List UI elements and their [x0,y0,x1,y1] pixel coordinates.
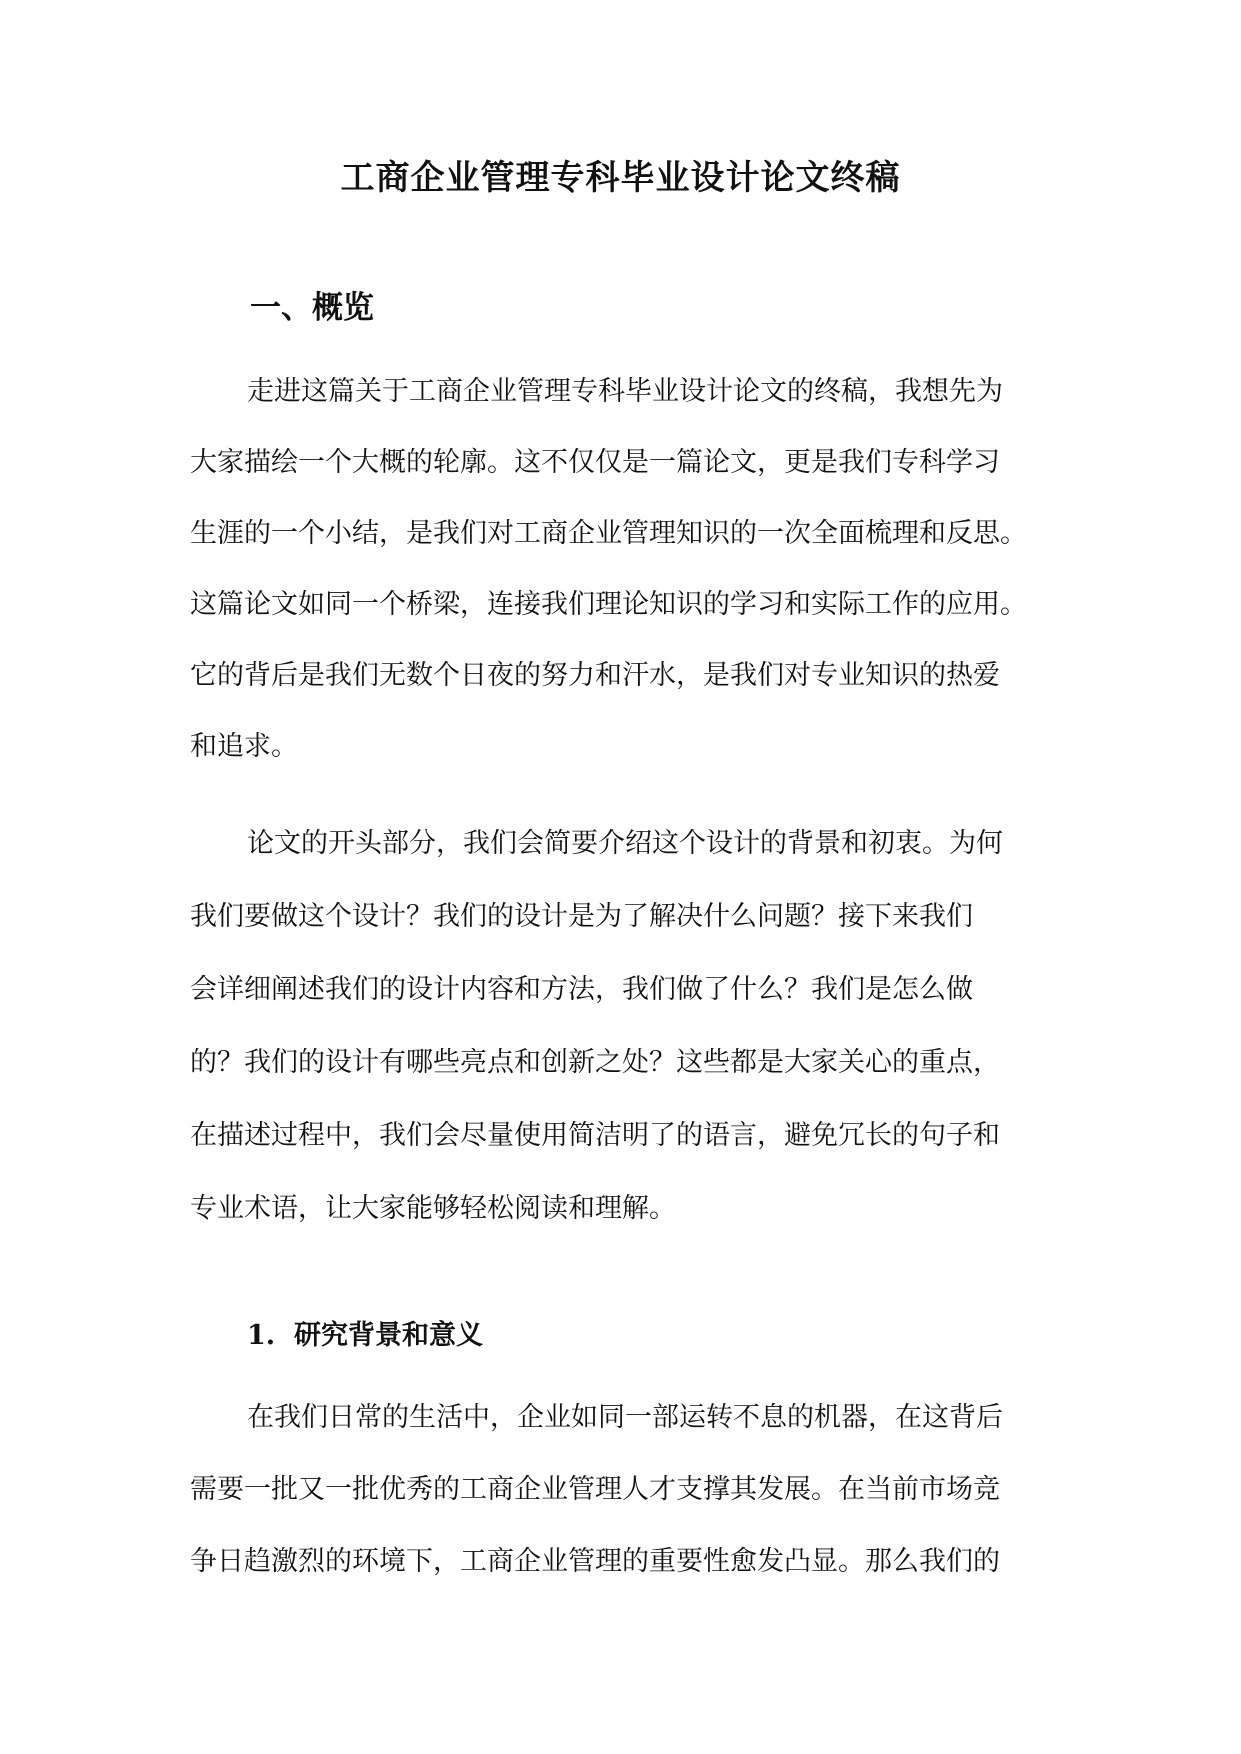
paragraph-line: 会详细阐述我们的设计内容和方法，我们做了什么？我们是怎么做 [190,974,973,1005]
paragraph-line: 论文的开头部分，我们会简要介绍这个设计的背景和初衷。为何 [247,828,1003,859]
paragraph-line: 在我们日常的生活中，企业如同一部运转不息的机器，在这背后 [247,1402,1003,1433]
paragraph-line: 生涯的一个小结，是我们对工商企业管理知识的一次全面梳理和反思。 [190,518,1027,549]
document-title: 工商企业管理专科毕业设计论文终稿 [340,158,901,198]
paragraph-line: 我们要做这个设计？我们的设计是为了解决什么问题？接下来我们 [190,901,973,932]
paragraph-line: 和追求。 [190,731,298,762]
paragraph-line: 这篇论文如同一个桥梁，连接我们理论知识的学习和实际工作的应用。 [190,589,1027,620]
subsection-heading-background: 1. 研究背景和意义 [247,1320,483,1351]
paragraph-line: 需要一批又一批优秀的工商企业管理人才支撑其发展。在当前市场竞 [190,1474,1000,1505]
paragraph-line: 它的背后是我们无数个日夜的努力和汗水，是我们对专业知识的热爱 [190,660,1000,691]
paragraph-line: 专业术语，让大家能够轻松阅读和理解。 [190,1193,676,1224]
paragraph-line: 在描述过程中，我们会尽量使用简洁明了的语言，避免冗长的句子和 [190,1120,1000,1151]
paragraph-line: 走进这篇关于工商企业管理专科毕业设计论文的终稿，我想先为 [247,376,1003,407]
section-heading-overview: 一、概览 [250,290,374,326]
paragraph-line: 的？我们的设计有哪些亮点和创新之处？这些都是大家关心的重点， [190,1047,1000,1078]
paragraph-line: 争日趋激烈的环境下，工商企业管理的重要性愈发凸显。那么我们的 [190,1546,1000,1577]
paragraph-line: 大家描绘一个大概的轮廓。这不仅仅是一篇论文，更是我们专科学习 [190,447,1000,478]
